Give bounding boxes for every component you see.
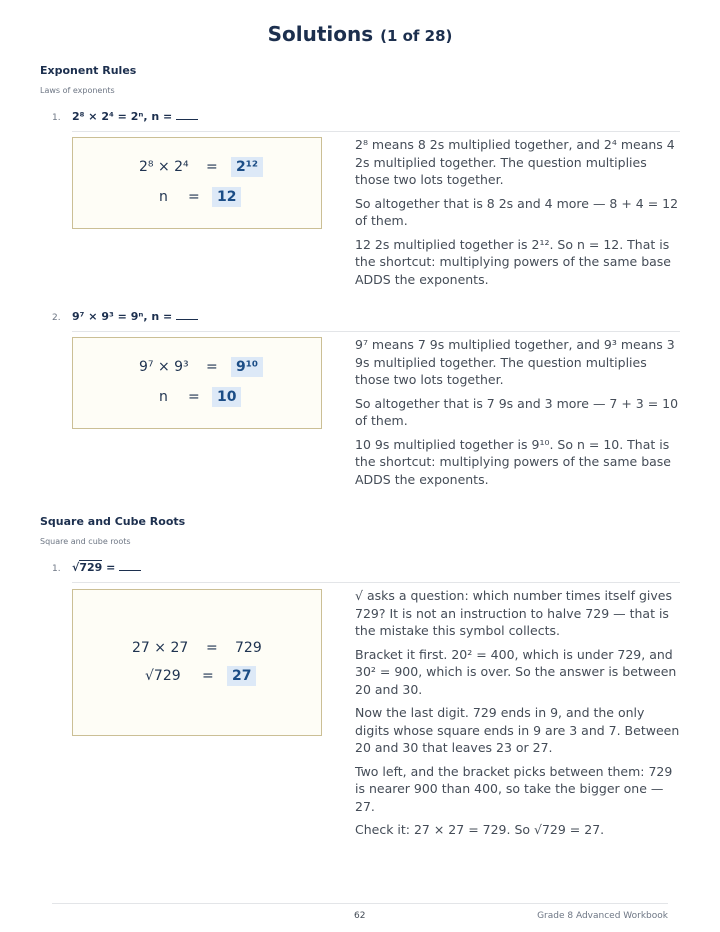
explanation bbox=[355, 136, 680, 294]
divider bbox=[72, 582, 680, 583]
question-number: 1. bbox=[52, 564, 61, 574]
work-result: 2¹² bbox=[231, 157, 263, 177]
question-row bbox=[52, 561, 141, 574]
equals-sign: = bbox=[106, 561, 116, 574]
work-op: = bbox=[206, 159, 218, 175]
title-page-counter: (1 of 28) bbox=[380, 27, 453, 45]
question-row bbox=[52, 310, 198, 323]
work-op: = bbox=[188, 189, 200, 205]
work-left: 27 × 27 bbox=[132, 640, 189, 656]
section-title: Exponent Rules bbox=[40, 64, 137, 77]
explanation-paragraph: So altogether that is 7 9s and 3 more — 7 + 3 = 10 of them. bbox=[355, 395, 679, 428]
explanation-paragraph: Now the last digit. 729 ends in 9, and the only digits whose square ends in 9 are 3 and 7. Between 20 and 30 that leaves 23 or 27. bbox=[355, 705, 680, 755]
explanation-paragraph: 9⁷ means 7 9s multiplied together, and 9³ means 3 9s multiplied together. The question multiplies those two lots together. bbox=[355, 337, 675, 387]
explanation-paragraph: Two left, and the bracket picks between them: 729 is nearer 900 than 400, so take the bigger one — 27. bbox=[355, 763, 673, 814]
radical-sign: √ bbox=[72, 561, 80, 574]
question-row bbox=[52, 110, 198, 123]
page-number: 62 bbox=[354, 911, 366, 921]
explanation bbox=[355, 336, 680, 494]
work-result: 729 bbox=[235, 640, 262, 656]
section-subtitle: Square and cube roots bbox=[40, 537, 131, 546]
work-answer: 12 bbox=[212, 187, 241, 207]
work-op: = bbox=[202, 668, 214, 684]
footer-divider bbox=[52, 903, 668, 904]
explanation-paragraph: So altogether that is 8 2s and 4 more — 8 + 4 = 12 of them. bbox=[355, 195, 679, 228]
work-left: 9⁷ × 9³ bbox=[139, 359, 189, 375]
question-prompt bbox=[72, 560, 115, 574]
answer-blank bbox=[119, 562, 141, 571]
worked-solution-box bbox=[72, 337, 322, 429]
answer-blank bbox=[176, 311, 198, 320]
work-op: = bbox=[188, 389, 200, 405]
work-op: = bbox=[206, 640, 218, 656]
section-title: Square and Cube Roots bbox=[40, 515, 186, 528]
work-answer: 27 bbox=[227, 666, 256, 686]
explanation-paragraph: √ asks a question: which number times itself gives 729? It is not an instruction to halve 729 — that is the mistake this symbol collects. bbox=[355, 588, 672, 638]
worked-solution-box bbox=[72, 137, 322, 229]
question-number: 1. bbox=[52, 113, 61, 123]
title-text: Solutions bbox=[267, 22, 374, 46]
explanation-paragraph: Bracket it first. 20² = 400, which is under 729, and 30² = 900, which is over. So the answer is between 20 and 30. bbox=[355, 646, 677, 697]
work-left: 2⁸ × 2⁴ bbox=[139, 159, 189, 175]
work-answer: 10 bbox=[212, 387, 241, 407]
explanation bbox=[355, 587, 680, 845]
page-title bbox=[0, 22, 720, 46]
answer-blank bbox=[176, 111, 198, 120]
work-left: n bbox=[159, 189, 168, 205]
question-number: 2. bbox=[52, 313, 61, 323]
worked-solution-box bbox=[72, 589, 322, 736]
work-op: = bbox=[206, 359, 218, 375]
work-left: √729 bbox=[145, 668, 181, 684]
work-left: n bbox=[159, 389, 168, 405]
explanation-paragraph: 12 2s multiplied together is 2¹². So n = 12. That is the shortcut: multiplying powers of the same base ADDS the exponents. bbox=[355, 236, 671, 287]
work-result: 9¹⁰ bbox=[231, 357, 263, 377]
explanation-paragraph: Check it: 27 × 27 = 729. So √729 = 27. bbox=[355, 822, 605, 837]
radicand: 729 bbox=[79, 561, 103, 574]
explanation-paragraph: 10 9s multiplied together is 9¹⁰. So n = 10. That is the shortcut: multiplying powers of the same base ADDS the exponents. bbox=[355, 436, 671, 487]
section-subtitle: Laws of exponents bbox=[40, 86, 115, 95]
divider bbox=[72, 331, 680, 332]
explanation-paragraph: 2⁸ means 8 2s multiplied together, and 2⁴ means 4 2s multiplied together. The question multiplies those two lots together. bbox=[355, 137, 675, 187]
divider bbox=[72, 131, 680, 132]
question-prompt: 2⁸ × 2⁴ = 2ⁿ, n = bbox=[72, 110, 173, 123]
question-prompt: 9⁷ × 9³ = 9ⁿ, n = bbox=[72, 310, 173, 323]
book-title: Grade 8 Advanced Workbook bbox=[537, 911, 668, 921]
